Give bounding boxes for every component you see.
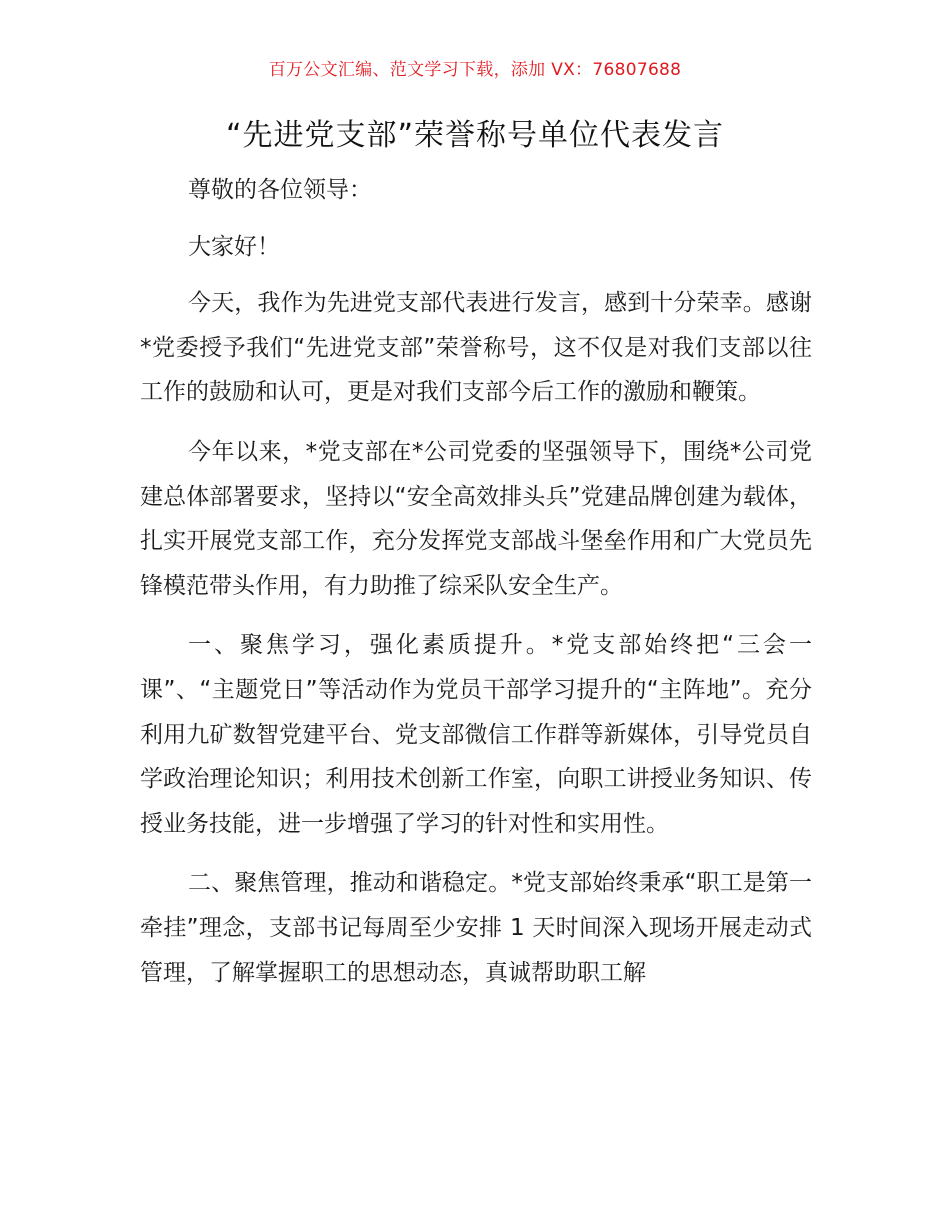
paragraph-overview: 今年以来，*党支部在*公司党委的坚强领导下，围绕*公司党建总体部署要求，坚持以“安全高效排头兵”党建品牌创建为载体，扎实开展党支部工作，充分发挥党支部战斗堡垒作用和广大党员先锋模范带头作用，有力助推了综采队安全生产。 xyxy=(140,438,812,599)
document-title: “先进党支部”荣誉称号单位代表发言 xyxy=(225,118,725,153)
paragraph-opening: 今天，我作为先进党支部代表进行发言，感到十分荣幸。感谢*党委授予我们“先进党支部”荣誉称号，这不仅是对我们支部以往工作的鼓励和认可，更是对我们支部今后工作的激励和鞭策。 xyxy=(140,290,812,406)
document-body xyxy=(140,168,812,995)
paragraph-section-one: 一、聚焦学习，强化素质提升。*党支部始终把“三会一课”、“主题党日”等活动作为党员干部学习提升的“主阵地”。充分利用九矿数智党建平台、党支部微信工作群等新媒体，引导党员自学政治理论知识；利用技术创新工作室，向职工讲授业务知识、传授业务技能，进一步增强了学习的针对性和实用性。 xyxy=(140,632,812,837)
greeting: 大家好！ xyxy=(188,233,280,260)
paragraph-section-two: 二、聚焦管理，推动和谐稳定。*党支部始终秉承“职工是第一牵挂”理念，支部书记每周至少安排 1 天时间深入现场开展走动式管理，了解掌握职工的思想动态，真诚帮助职工解 xyxy=(140,870,812,986)
promo-banner: 百万公文汇编、范文学习下载，添加 VX：76807688 xyxy=(268,60,682,80)
salutation: 尊敬的各位领导： xyxy=(188,177,372,203)
